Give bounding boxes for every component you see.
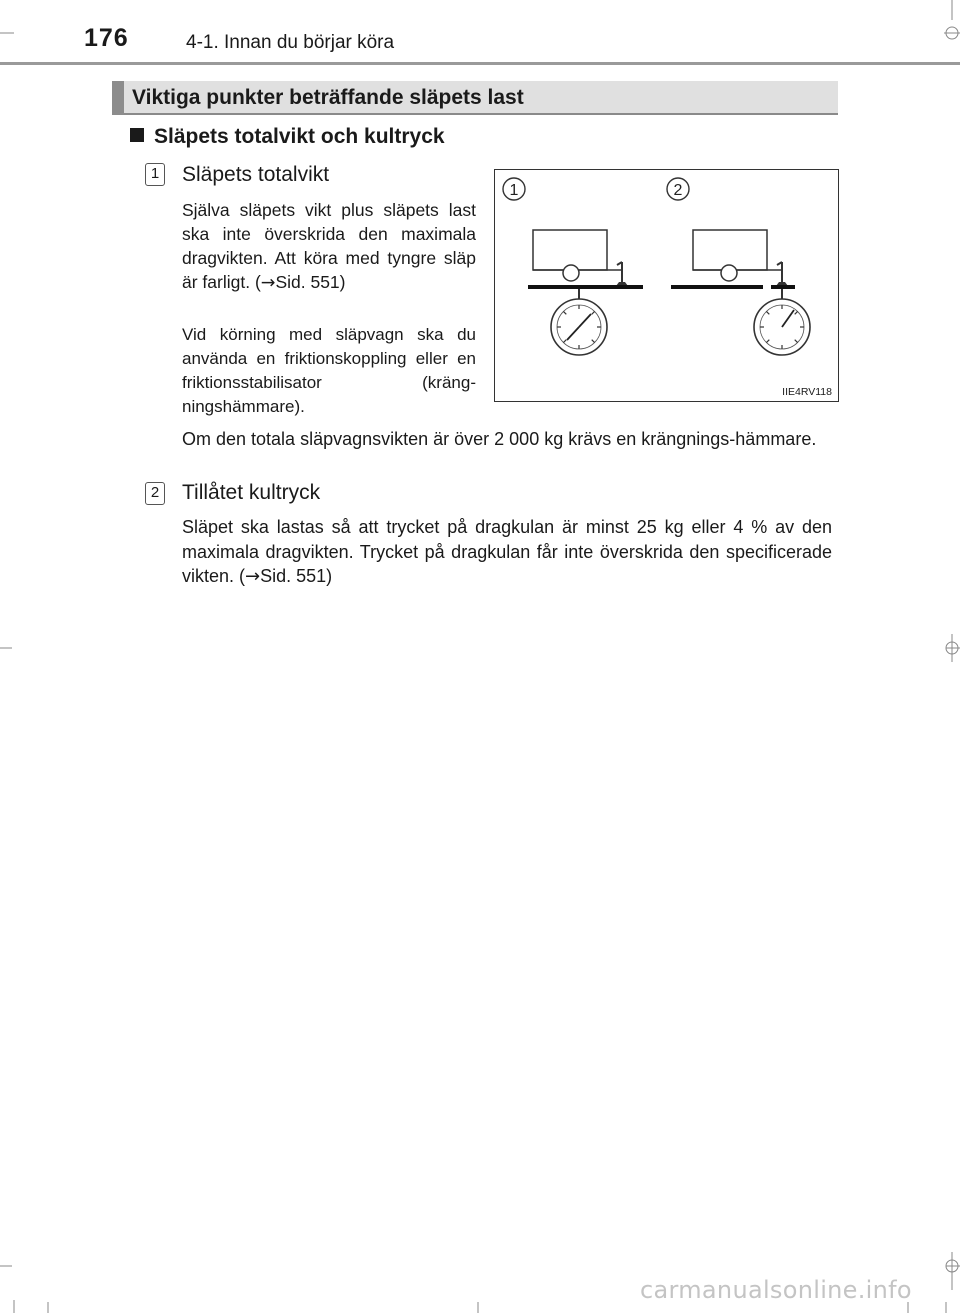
paragraph-text: Släpet ska lastas så att trycket på dragkulan är minst 25 kg eller 4 % av den maximala dragvikten. Trycket på dragkulan får inte överskrida den specificerade vikten. ( bbox=[182, 517, 832, 586]
chapter-title: 4-1. Innan du börjar köra bbox=[186, 32, 395, 53]
callout-label-2: 2 bbox=[673, 182, 683, 199]
item-number-badge: 1 bbox=[145, 163, 165, 186]
page-number: 176 bbox=[84, 24, 129, 52]
item-paragraph: Om den totala släpvagnsvikten är över 2 000 kg krävs en krängnings-hämmare. bbox=[182, 429, 817, 449]
watermark: carmanualsonline.info bbox=[640, 1276, 912, 1304]
page-reference-link[interactable]: Sid. 551) bbox=[260, 566, 333, 586]
page-reference-link[interactable]: Sid. 551) bbox=[275, 272, 346, 292]
item-title: Tillåtet kultryck bbox=[182, 481, 321, 504]
paragraph-text: Själva släpets vikt plus släpets last ska inte överskrida den maximala dragvikten. Att köra med tyngre släp är farligt. ( bbox=[182, 200, 476, 292]
figure-code: IIE4RV118 bbox=[782, 386, 832, 398]
reference-arrow-icon: → bbox=[245, 566, 261, 587]
item-title: Släpets totalvikt bbox=[182, 163, 330, 186]
callout-label-1: 1 bbox=[509, 182, 519, 199]
item-paragraph: Vid körning med släpvagn ska du använda en friktionskoppling eller en friktionsstabilisator (kräng-ningshämmare). bbox=[182, 325, 476, 416]
item-number-badge: 2 bbox=[145, 482, 165, 505]
subsection-title: Släpets totalvikt och kultryck bbox=[154, 125, 445, 148]
reference-arrow-icon: → bbox=[260, 273, 276, 293]
section-title: Viktiga punkter beträffande släpets last bbox=[132, 86, 524, 109]
